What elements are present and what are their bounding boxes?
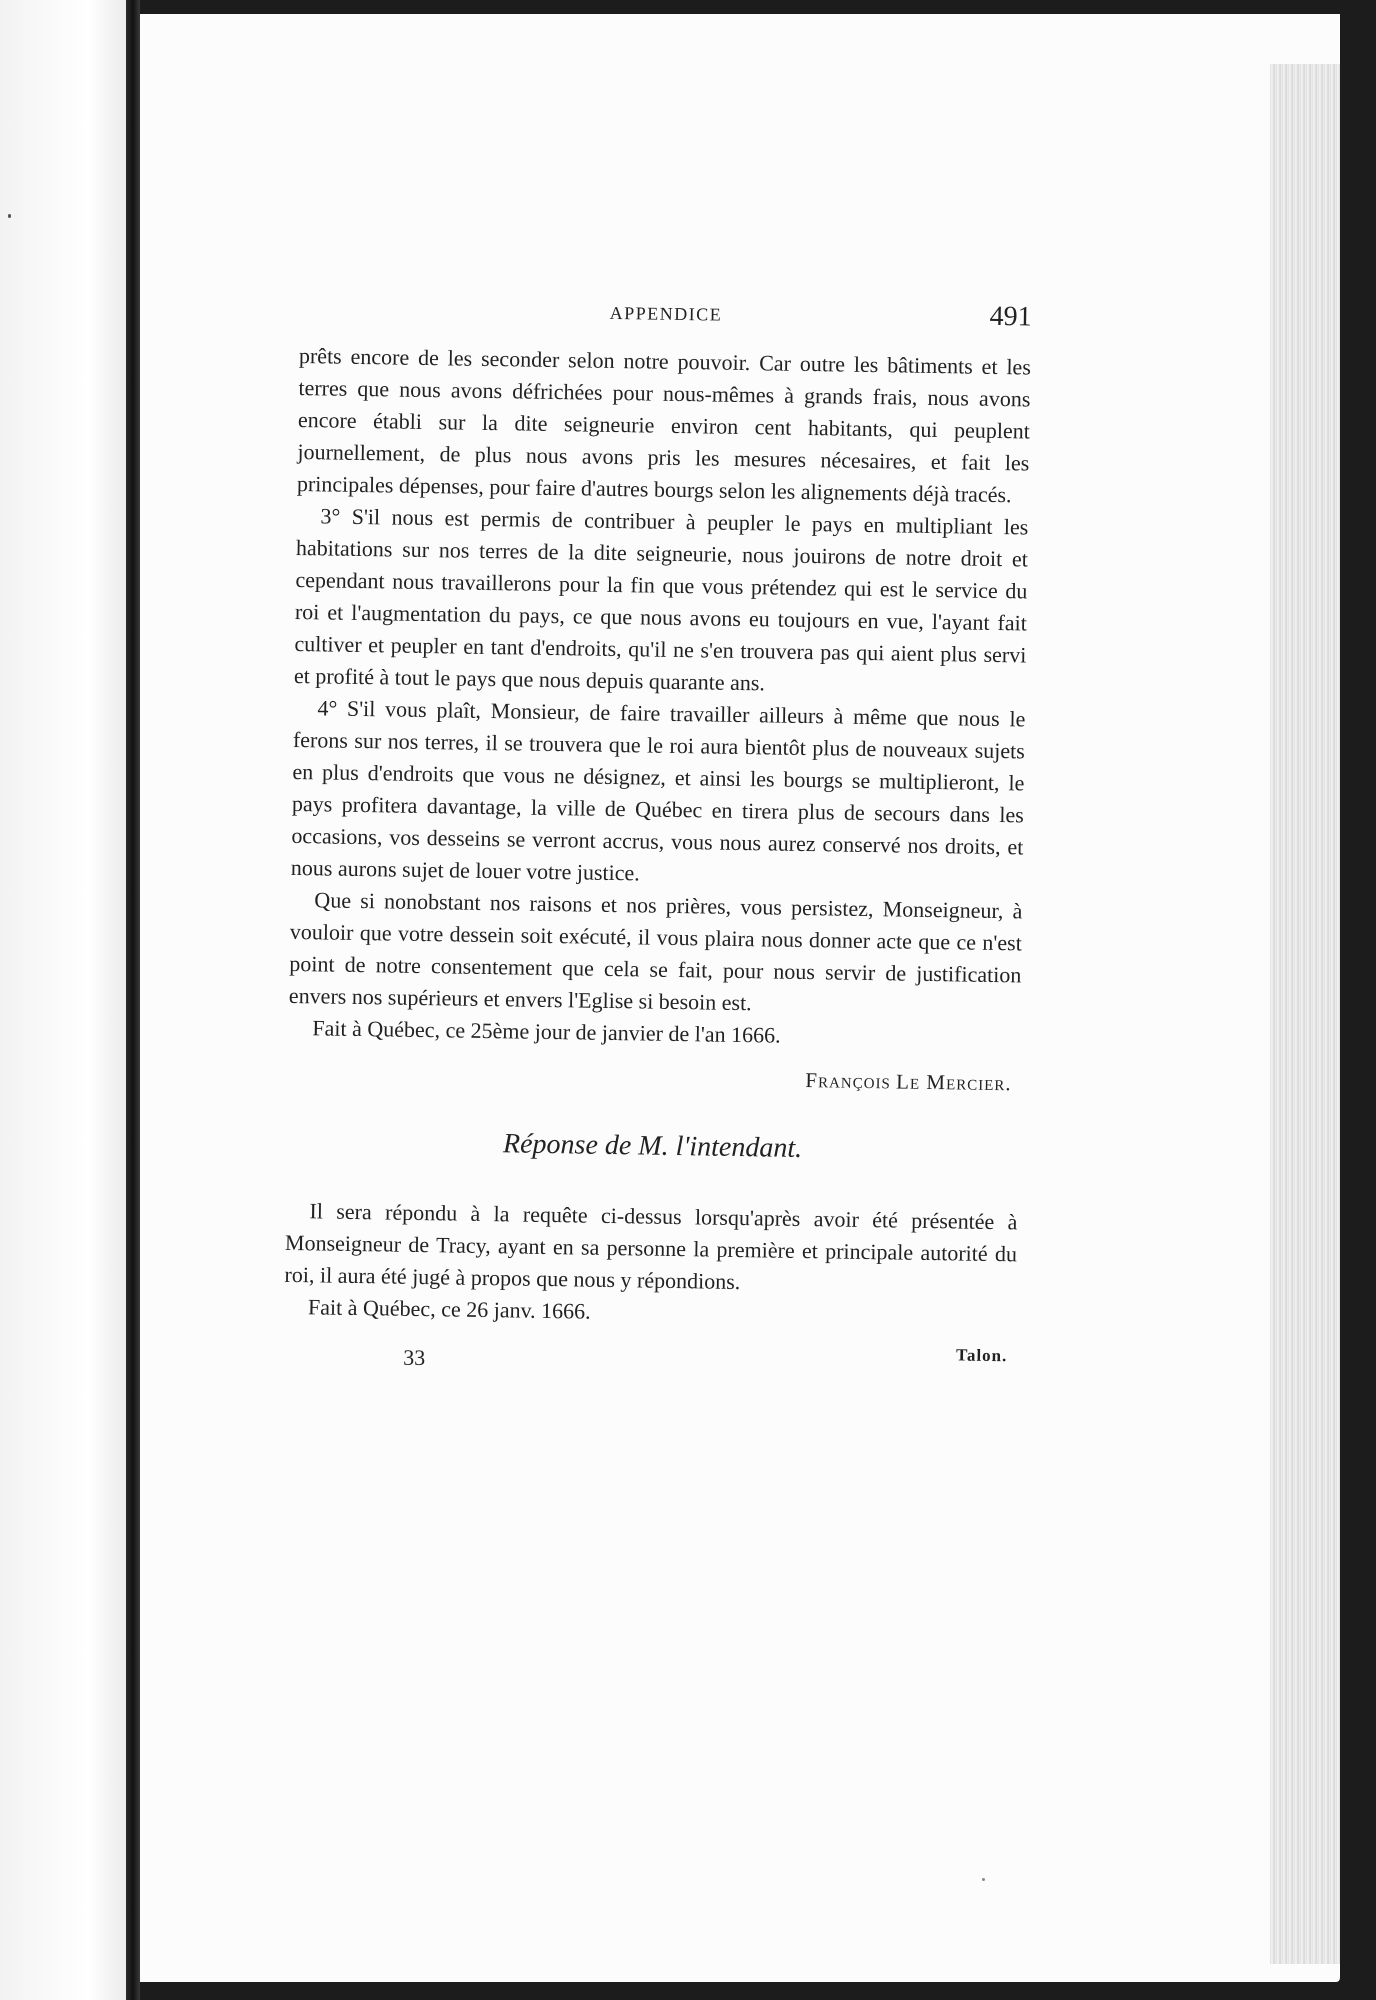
page-number: 491 [989,300,1032,333]
signature-first-name: François [805,1068,892,1094]
paragraph: 3° S'il nous est permis de contribuer à peupler le pays en multipliant les habitations sur nos terres de la dite seigneurie, nous jouirons de notre droit et cependant nous travaillerons pour la fin que vous prétendez qui est le service du roi et l'augmentation du pays, ce que nous avons eu toujours en vue, l'ayant fait cultiver et peupler en tant d'endroits, qu'il ne s'en trouvera pas qui aient plus servi et profité à tout le pays que nous depuis quarante ans. [293,503,1029,696]
signature-surname: Le Mercier. [895,1069,1012,1096]
reply-date-line: Fait à Québec, ce 26 janv. 1666. [307,1294,591,1324]
letter-body [288,340,1031,1055]
reply-section [284,1195,1018,1336]
date-line: Fait à Québec, ce 25ème jour de janvier de l'an 1666. [312,1015,781,1048]
page-content [283,290,1032,1386]
page-edges [1270,64,1340,1964]
paragraph: Que si nonobstant nos raisons et nos prières, vous persistez, Monseigneur, à vouloir que votre dessein soit exécuté, il vous plaira nous donner acte que ce n'est point de notre consentement que cela se fait, pour nous servir de justification envers nos supérieurs et envers l'Eglise si besoin est. [288,887,1023,1016]
signature-le-mercier [288,1060,1012,1096]
paragraph: prêts encore de les seconder selon notre pouvoir. Car outre les bâtiments et les terres que nous avons défrichées pour nous-mêmes à grands frais, nous avons encore établi sur la dite seigneurie environ cent habitants, qui peuplent journellement, de plus nous avons pris les mesures nécesaires, et fait les principales dépenses, pour faire d'autres bourgs selon les alignements déjà tracés. [296,342,1032,508]
ink-speck [8,214,11,218]
book-gutter [126,0,140,2000]
left-page-edge [0,0,126,2000]
ink-speck [982,1878,985,1881]
reply-paragraph: Il sera répondu à la requête ci-dessus lorsqu'après avoir été présentée à Monseigneur de Tracy, ayant en sa personne la première et principale autorité du roi, il aura été jugé à propos que nous y répondions. [284,1198,1018,1295]
running-head: APPENDICE [609,302,723,325]
section-title: Réponse de M. l'intendant. [502,1128,803,1164]
signature-talon: Talon. [955,1345,1008,1366]
signature-mark: 33 [403,1344,426,1371]
paragraph: 4° S'il vous plaît, Monsieur, de faire travailler ailleurs à même que nous le ferons sur nos terres, il se trouvera que le roi aura bientôt plus de nouveaux sujets en plus d'endroits que vous ne désignez, et ainsi les bourgs se multiplieront, le pays profitera davantage, la ville de Québec en tirera plus de secours dans les occasions, vos desseins se verront accrus, vous nous aurez conservé nos droits, et nous aurons sujet de louer votre justice. [290,695,1026,886]
